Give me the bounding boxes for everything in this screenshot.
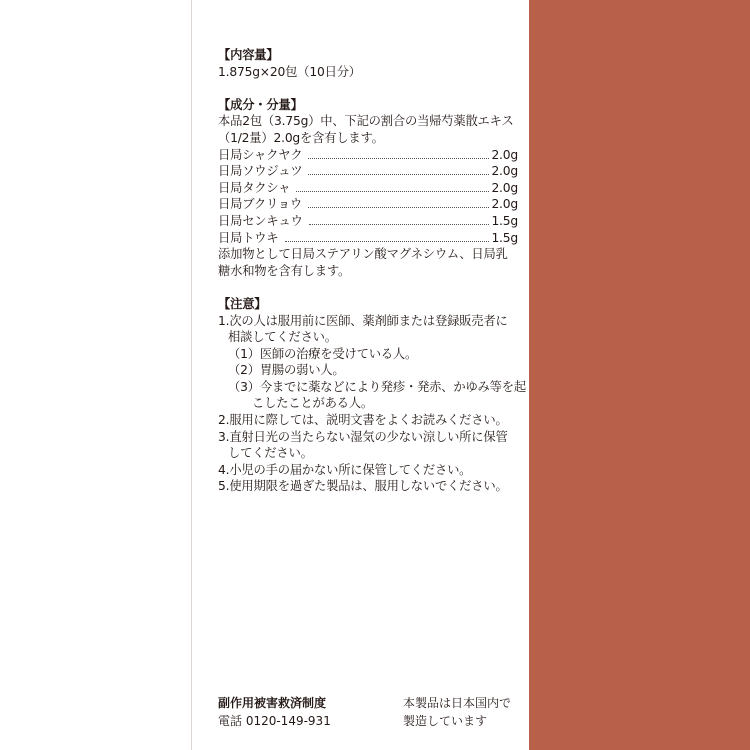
side-color-band	[529, 0, 750, 750]
caution-item-1-line1: 1.次の人は服用前に医師、薬剤師または登録販売者に	[218, 313, 508, 328]
additive-line2: 糖水和物を含有します。	[218, 263, 351, 278]
made-in-line1: 本製品は日本国内で	[403, 696, 512, 710]
relief-system-phone: 電話 0120-149-931	[218, 713, 331, 728]
leader-dots	[296, 181, 489, 192]
ingredient-amount: 2.0g	[491, 180, 518, 195]
caution-item-2: 2.服用に際しては、説明文書をよくお読みください。	[218, 413, 508, 428]
leader-dots	[285, 231, 490, 242]
relief-system-title: 副作用被害救済制度	[218, 696, 327, 710]
caution-item-3-line2: してください。	[228, 446, 313, 461]
caution-header: 【注意】	[218, 296, 267, 311]
made-in-japan-block	[403, 695, 511, 730]
ingredient-name: 日局ブクリョウ	[218, 197, 302, 212]
ingredient-name: 日局タクシャ	[218, 180, 291, 195]
leader-dots	[308, 148, 489, 159]
ingredient-name: 日局ソウジュツ	[218, 164, 303, 179]
leader-dots	[308, 197, 489, 208]
caution-item-1-line2: 相談してください。	[228, 330, 337, 345]
caution-subitem-3-line2: こしたことがある人。	[252, 396, 373, 411]
caution-item-3-line1: 3.直射日光の当たらない湿気の少ない涼しい所に保管	[218, 429, 508, 444]
ingredients-intro-line1: 本品2包（3.75g）中、下記の割合の当帰芍薬散エキス	[218, 114, 514, 129]
ingredient-row	[218, 180, 518, 197]
ingredients-intro-line2: （1/2量）2.0gを含有します。	[218, 130, 384, 145]
leader-dots	[309, 214, 490, 225]
additive-line1: 添加物として日局ステアリン酸マグネシウム、日局乳	[218, 247, 508, 262]
ingredient-amount: 2.0g	[491, 147, 518, 162]
ingredient-amount: 2.0g	[491, 197, 518, 212]
ingredient-name: 日局トウキ	[218, 230, 279, 245]
ingredient-amount: 1.5g	[491, 230, 518, 245]
ingredient-row	[218, 163, 518, 180]
ingredient-row	[218, 196, 518, 213]
contents-amount-header: 【内容量】	[218, 48, 279, 62]
contents-amount-text: 1.875g×20包（10日分）	[218, 64, 361, 79]
ingredient-amount: 1.5g	[491, 213, 518, 228]
caution-subitem-2: （2）胃腸の弱い人。	[228, 363, 345, 378]
caution-item-5: 5.使用期限を過ぎた製品は、服用しないでください。	[218, 479, 508, 494]
leader-dots	[308, 164, 489, 175]
caution-subitem-1: （1）医師の治療を受けている人。	[228, 346, 418, 361]
ingredients-header: 【成分・分量】	[218, 97, 303, 112]
ingredient-row	[218, 147, 518, 164]
caution-subitem-3-line1: （3）今までに薬などにより発疹・発赤、かゆみ等を起	[228, 379, 526, 394]
label-content	[218, 47, 526, 495]
made-in-line2: 製造しています	[403, 713, 488, 728]
ingredient-name: 日局センキュウ	[218, 213, 303, 228]
ingredient-row	[218, 230, 518, 247]
ingredient-name: 日局シャクヤク	[218, 147, 303, 162]
relief-system-block	[218, 695, 331, 730]
ingredient-row	[218, 213, 518, 230]
ingredient-amount: 2.0g	[491, 164, 518, 179]
caution-item-4: 4.小児の手の届かない所に保管してください。	[218, 462, 472, 477]
